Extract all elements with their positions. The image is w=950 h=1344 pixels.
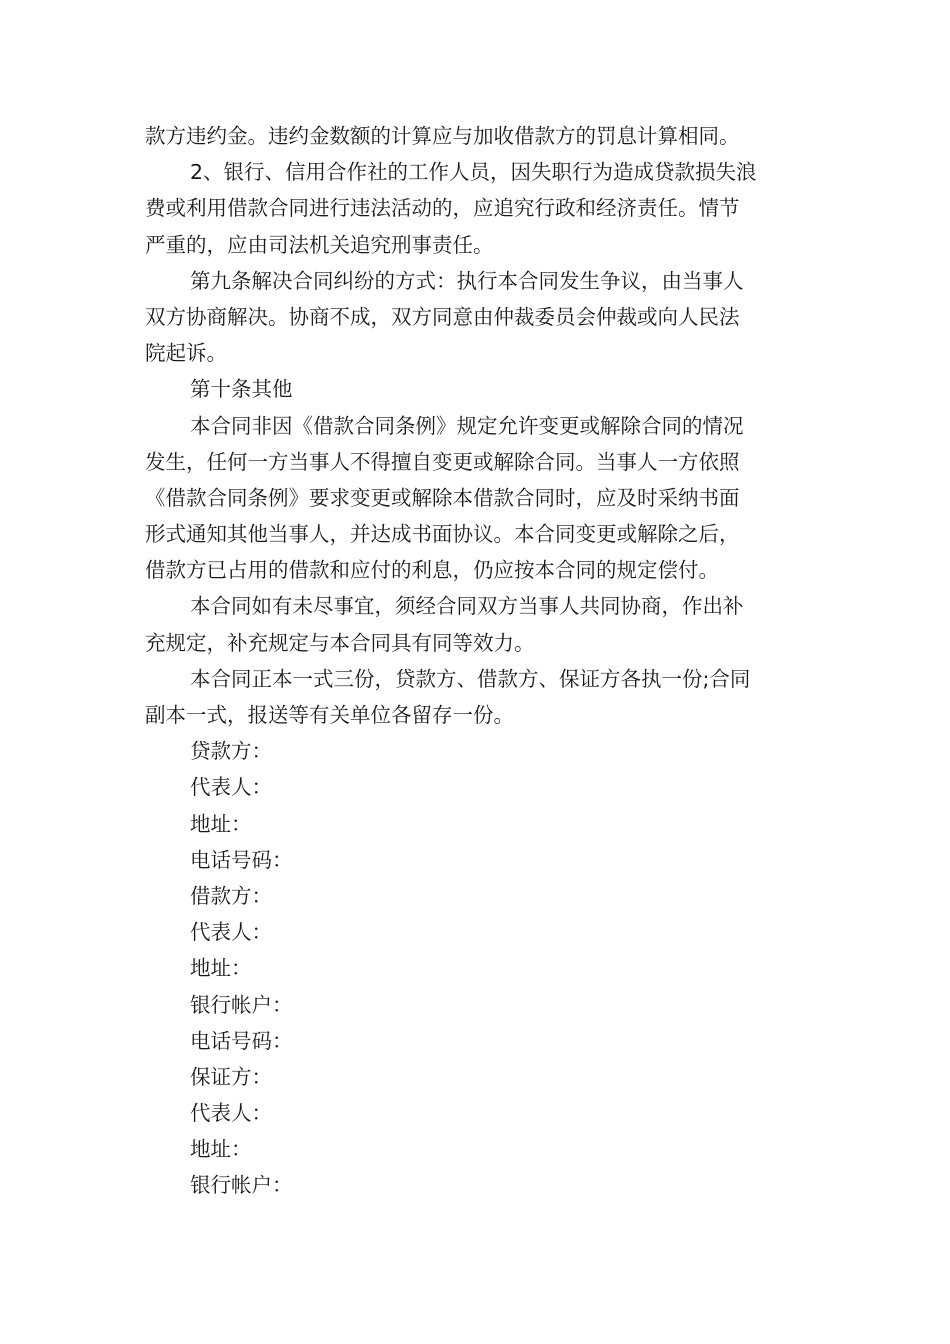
text-line: 院起诉。 [145,341,227,366]
text-line: 第九条解决合同纠纷的方式：执行本合同发生争议，由当事人 [190,268,744,293]
text-line: 贷款方： [190,739,272,764]
text-line: 2、银行、信用合作社的工作人员，因失职行为造成贷款损失浪 [190,160,757,185]
text-line: 本合同正本一式三份，贷款方、借款方、保证方各执一份;合同 [190,666,751,691]
text-line: 发生，任何一方当事人不得擅自变更或解除合同。当事人一方依照 [145,449,740,474]
text-line: 借款方： [190,883,272,908]
text-line: 地址： [190,811,252,836]
text-line: 充规定，补充规定与本合同具有同等效力。 [145,630,535,655]
text-line: 电话号码： [190,1028,293,1053]
text-line: 形式通知其他当事人，并达成书面协议。本合同变更或解除之后， [145,522,740,547]
text-line: 严重的，应由司法机关追究刑事责任。 [145,232,494,257]
text-line: 本合同如有未尽事宜，须经合同双方当事人共同协商，作出补 [190,594,744,619]
text-line: 地址： [190,1137,252,1162]
text-line: 代表人： [190,775,272,800]
text-line: 双方协商解决。协商不成，双方同意由仲裁委员会仲裁或向人民法 [145,304,740,329]
text-line: 第十条其他 [190,377,293,402]
text-line: 借款方已占用的借款和应付的利息，仍应按本合同的规定偿付。 [145,558,719,583]
text-line: 银行帐户： [190,1173,293,1198]
document-page [145,118,810,1204]
text-line: 款方违约金。违约金数额的计算应与加收借款方的罚息计算相同。 [145,124,740,148]
text-line: 地址： [190,956,252,981]
text-line: 《借款合同条例》要求变更或解除本借款合同时，应及时采纳书面 [145,485,740,510]
text-line: 费或利用借款合同进行违法活动的，应追究行政和经济责任。情节 [145,196,740,221]
text-line: 代表人： [190,1101,272,1126]
text-line: 本合同非因《借款合同条例》规定允许变更或解除合同的情况 [190,413,744,438]
text-line: 代表人： [190,920,272,945]
text-line: 副本一式，报送等有关单位各留存一份。 [145,703,514,727]
text-line: 银行帐户： [190,992,293,1017]
text-line: 保证方： [190,1064,272,1089]
text-line: 电话号码： [190,847,293,872]
